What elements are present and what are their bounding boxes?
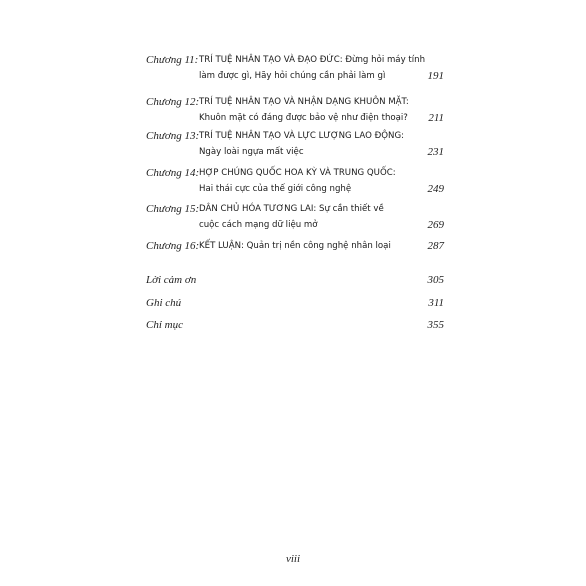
chapter-label: Chương 11: [146,54,199,66]
toc-entry-chapter-16[interactable] [146,238,444,254]
chapter-title-line-2: Ngày loài ngựa mất việc [199,147,304,157]
page-number: 231 [427,146,444,158]
toc-entry-chapter-15[interactable] [146,201,444,233]
chapter-title [199,238,414,254]
page-folio: viii [285,553,301,565]
chapter-title-line-1: DÂN CHỦ HÓA TƯƠNG LAI: Sự cần thiết về [199,204,384,214]
page-number: 287 [427,240,444,252]
toc-entry-notes[interactable] [146,295,444,311]
toc-entry-index[interactable] [146,317,444,333]
toc-entry-acknowledgements[interactable] [146,272,444,288]
chapter-title [199,52,426,84]
chapter-label: Chương 13: [146,130,200,142]
chapter-title-line-1: TRÍ TUỆ NHÂN TẠO VÀ NHẬN DẠNG KHUÔN MẶT: [199,97,409,107]
page-number: 355 [427,319,444,331]
backmatter-label: Ghi chú [146,297,182,309]
chapter-title-line-2: cuộc cách mạng dữ liệu mở [199,220,318,230]
chapter-label: Chương 14: [146,167,200,179]
chapter-title [199,94,414,126]
chapter-title-line-1: KẾT LUẬN: Quản trị nền công nghệ nhân loại [199,241,391,251]
backmatter-label: Chỉ mục [146,319,183,331]
chapter-title-line-1: HỢP CHÚNG QUỐC HOA KỲ VÀ TRUNG QUỐC: [199,168,396,178]
page-number: 311 [428,297,444,309]
page-number: 191 [427,70,444,82]
toc-entry-chapter-13[interactable] [146,128,444,160]
toc-entry-chapter-14[interactable] [146,165,444,197]
chapter-title-line-2: Khuôn mặt có đáng được bảo vệ như điện thoại? [199,113,408,123]
chapter-label: Chương 16: [146,240,200,252]
toc-entry-chapter-12[interactable] [146,94,444,126]
toc-entry-chapter-11[interactable] [146,52,444,84]
chapter-title [199,165,414,197]
backmatter-label: Lời cảm ơn [146,274,197,286]
chapter-title-line-1: TRÍ TUỆ NHÂN TẠO VÀ ĐẠO ĐỨC: Đừng hỏi máy tính [199,55,426,65]
page-number: 305 [427,274,444,286]
page-number: 211 [428,112,444,124]
chapter-label: Chương 12: [146,96,200,108]
chapter-title [199,201,414,233]
page-number: 249 [427,183,444,195]
page-number: 269 [427,219,444,231]
chapter-title [199,128,414,160]
chapter-title-line-2: Hai thái cực của thế giới công nghệ [199,184,352,194]
chapter-title-line-2: làm được gì, Hãy hỏi chúng cần phải làm gì [199,71,386,81]
chapter-title-line-1: TRÍ TUỆ NHÂN TẠO VÀ LỰC LƯỢNG LAO ĐỘNG: [199,131,405,141]
chapter-label: Chương 15: [146,203,200,215]
